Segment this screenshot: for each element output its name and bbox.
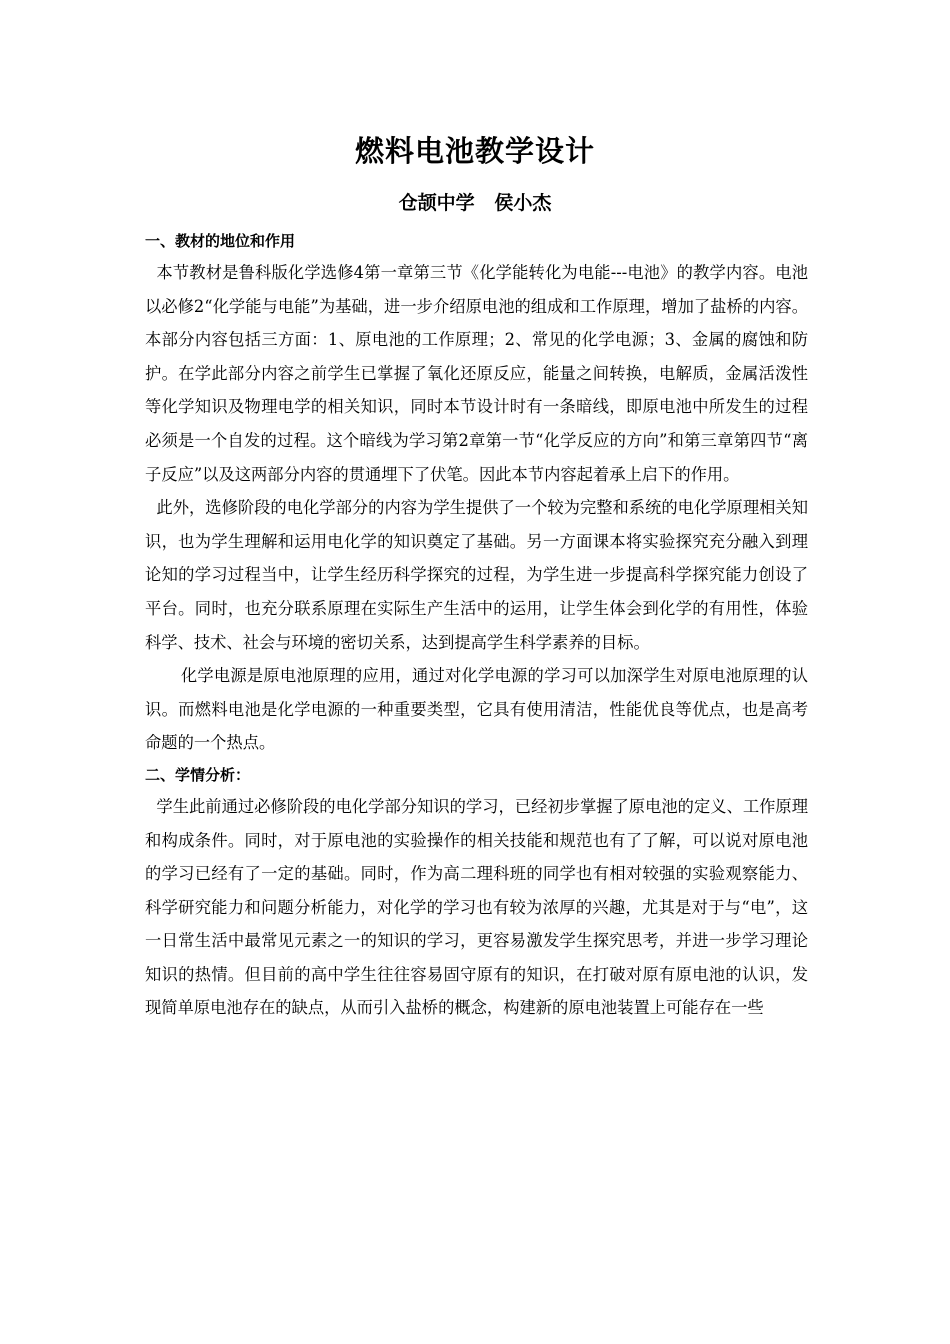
document-title: 燃料电池教学设计 xyxy=(354,134,595,168)
section-1-paragraph-2: 此外，选修阶段的电化学部分的内容为学生提供了一个较为完整和系统的电化学原理相关知识，也为学生理解和运用电化学的知识奠定了基础。另一方面课本将实验探究充分融入到理论知的学习过程当中，让学生经历科学探究的过程，为学生进一步提高科学探究能力创设了平台。同时，也充分联系原理在实际生产生活中的运用，让学生体会到化学的有用性，体验科学、技术、社会与环境的密切关系，达到提高学生科学素养的目标。 xyxy=(145,498,808,652)
section-heading-2: 二、学情分析： xyxy=(145,765,251,784)
section-1-paragraph-3: 化学电源是原电池原理的应用，通过对化学电源的学习可以加深学生对原电池原理的认识。而燃料电池是化学电源的一种重要类型，它具有使用清洁，性能优良等优点，也是高考命题的一个热点。 xyxy=(145,666,808,753)
section-1-paragraph-1: 本节教材是鲁科版化学选修4第一章第三节《化学能转化为电能---电池》的教学内容。电池以必修2“化学能与电能”为基础，进一步介绍原电池的组成和工作原理，增加了盐桥的内容。本部分内容包括三方面：1、原电池的工作原理；2、常见的化学电源；3、金属的腐蚀和防护。在学此部分内容之前学生已掌握了氧化还原反应，能量之间转换，电解质，金属活泼性等化学知识及物理电学的相关知识，同时本节设计时有一条暗线，即原电池中所发生的过程必须是一个自发的过程。这个暗线为学习第2章第一节“化学反应的方向”和第三章第四节“离子反应”以及这两部分内容的贯通埋下了伏笔。因此本节内容起着承上启下的作用。 xyxy=(145,263,808,484)
section-heading-1: 一、教材的地位和作用 xyxy=(145,232,296,250)
document-author: 仓颉中学 侯小杰 xyxy=(398,192,552,214)
document-body xyxy=(145,226,808,1025)
section-2-paragraph-1: 学生此前通过必修阶段的电化学部分知识的学习，已经初步掌握了原电池的定义、工作原理和构成条件。同时，对于原电池的实验操作的相关技能和规范也有了了解，可以说对原电池的学习已经有了一定的基础。同时，作为高二理科班的同学也有相对较强的实验观察能力、科学研究能力和问题分析能力，对化学的学习也有较为浓厚的兴趣，尤其是对于与“电”，这一日常生活中最常见元素之一的知识的学习，更容易激发学生探究思考，并进一步学习理论知识的热情。但目前的高中学生往往容易固守原有的知识，在打破对原有原电池的认识，发现简单原电池存在的缺点，从而引入盐桥的概念，构建新的原电池装置上可能存在一些 xyxy=(145,796,808,1018)
